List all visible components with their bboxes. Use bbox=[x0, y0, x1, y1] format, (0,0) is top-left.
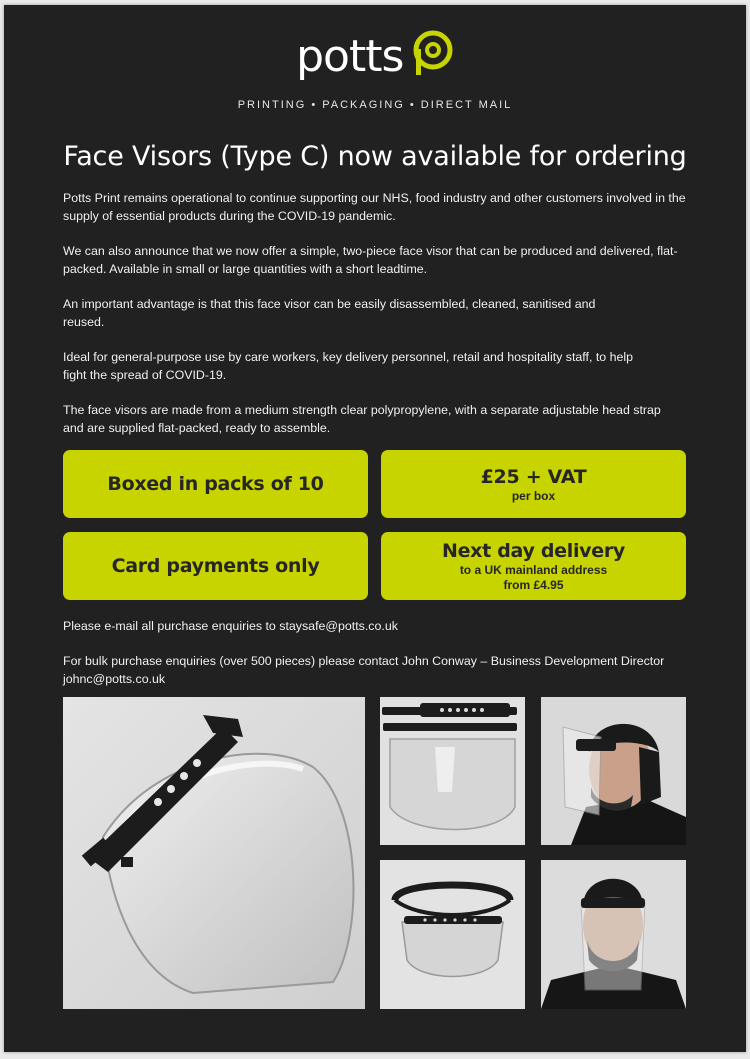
flyer-page bbox=[4, 5, 746, 1052]
paragraph-advantage: An important advantage is that this face visor can be easily disassembled, cleaned, sanitised and reused. bbox=[63, 297, 596, 329]
delivery-sub-label-2: from £4.95 bbox=[503, 578, 564, 592]
intro-text bbox=[63, 189, 708, 454]
man-front-visor-photo bbox=[541, 860, 686, 1009]
delivery-sub-label-1: to a UK mainland address bbox=[459, 563, 608, 577]
delivery-label: Next day delivery bbox=[441, 540, 626, 562]
visor-front-photo bbox=[380, 860, 525, 1009]
contact-info bbox=[63, 617, 713, 705]
packs-label: Boxed in packs of 10 bbox=[107, 473, 324, 495]
tagline: PRINTING • PACKAGING • DIRECT MAIL bbox=[237, 99, 513, 111]
paragraph-material: The face visors are made from a medium strength clear polypropylene, with a separate adjustable head strap and are supplied flat-packed, ready to assemble. bbox=[63, 403, 661, 435]
paragraph-operational: Potts Print remains operational to continue supporting our NHS, food industry and other customers involved in the supply of essential products during the COVID-19 pandemic. bbox=[63, 191, 686, 223]
price-box bbox=[381, 450, 686, 518]
price-label: £25 + VAT bbox=[480, 465, 587, 488]
payment-label: Card payments only bbox=[111, 555, 320, 577]
man-side-visor-photo bbox=[541, 697, 686, 845]
price-sub-label: per box bbox=[511, 488, 556, 503]
packs-box bbox=[63, 450, 368, 518]
paragraph-announcement: We can also announce that we now offer a simple, two-piece face visor that can be produced and delivered, flat-packed. Available in small or large quantities with a short leadtime. bbox=[63, 244, 678, 276]
visor-large-photo bbox=[63, 697, 365, 1009]
visor-flat-photo bbox=[380, 697, 525, 845]
email-enquiries-line: Please e-mail all purchase enquiries to staysafe@potts.co.uk bbox=[63, 619, 398, 633]
logo-p-mark-icon bbox=[410, 29, 454, 79]
headline: Face Visors (Type C) now available for ordering bbox=[63, 141, 687, 172]
payment-box bbox=[63, 532, 368, 600]
paragraph-use: Ideal for general-purpose use by care workers, key delivery personnel, retail and hospitality staff, to help fight the spread of COVID-19. bbox=[63, 350, 634, 382]
logo-wordmark: potts bbox=[296, 31, 404, 82]
bulk-email-line: johnc@potts.co.uk bbox=[63, 672, 166, 686]
bulk-enquiries-line: For bulk purchase enquiries (over 500 pieces) please contact John Conway – Business Development Director bbox=[63, 654, 665, 668]
potts-logo bbox=[4, 31, 746, 82]
delivery-box bbox=[381, 532, 686, 600]
